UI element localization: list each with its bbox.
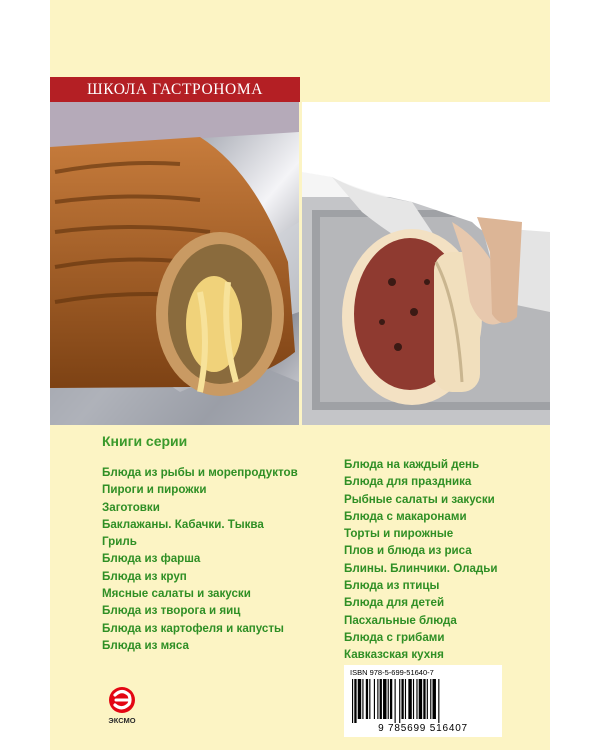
series-list-right (344, 456, 498, 664)
barcode-bars (352, 679, 494, 723)
barcode-bar (383, 679, 386, 719)
barcode-bar (377, 679, 378, 719)
barcode-bar (358, 679, 361, 719)
book-title: Блины. Блинчики. Оладьи (344, 561, 498, 575)
barcode-bar (430, 679, 431, 719)
book-title: Блюда с грибами (344, 630, 445, 644)
barcode-bar (390, 679, 392, 719)
barcode-bar (405, 679, 406, 719)
publisher-name: ЭКСМО (108, 716, 136, 725)
book-title: Баклажаны. Кабачки. Тыква (102, 517, 264, 531)
book-title: Рыбные салаты и закуски (344, 492, 495, 506)
publisher-logo (102, 686, 142, 730)
book-title: Блюда из творога и яиц (102, 604, 241, 618)
book-title: Блюда с макаронами (344, 509, 467, 523)
isbn-number: ISBN 978-5-699-51640-7 (350, 668, 434, 677)
book-title: Блюда из картофеля и капусты (102, 621, 284, 635)
ean-number: 9 785699 516407 (378, 723, 468, 734)
barcode-bar (352, 679, 353, 723)
book-title: Торты и пирожные (344, 527, 454, 541)
book-title: Блюда из мяса (102, 638, 189, 652)
book-title: Пасхальные блюда (344, 613, 457, 627)
book-title: Кавказская кухня (344, 648, 444, 662)
barcode-bar (413, 679, 414, 719)
book-title: Пироги и пирожки (102, 483, 207, 497)
barcode-bar (419, 679, 422, 719)
book-title: Блюда из круп (102, 569, 187, 583)
barcode-bar (380, 679, 382, 719)
book-title: Блюда для детей (344, 596, 445, 610)
barcode-bar (362, 679, 363, 719)
book-title: Мясные салаты и закуски (102, 587, 251, 601)
series-tag: ШКОЛА ГАСТРОНОМА (50, 77, 300, 102)
barcode-bar (354, 679, 356, 723)
barcode-bar (416, 679, 417, 719)
book-title: Блюда на каждый день (344, 458, 480, 471)
book-title: Блюда для праздника (344, 475, 472, 489)
barcode-bar (395, 679, 396, 723)
book-title: Блюда из фарша (102, 552, 201, 566)
barcode-bar (438, 679, 439, 723)
barcode-bar (423, 679, 425, 719)
series-list-left (102, 464, 298, 654)
book-title: Заготовки (102, 500, 160, 514)
barcode-bar (366, 679, 368, 719)
barcode-bar (433, 679, 436, 719)
book-title: Блюда из рыбы и морепродуктов (102, 466, 298, 479)
barcode-bar (369, 679, 370, 719)
barcode-bar (408, 679, 411, 719)
stuffed-bread-photo (50, 102, 299, 425)
eksmo-logo-icon (102, 686, 142, 716)
book-title: Гриль (102, 535, 137, 549)
rolling-dough-photo (302, 102, 550, 425)
book-title: Блюда из птицы (344, 579, 440, 593)
barcode-bar (399, 679, 400, 723)
book-title: Плов и блюда из риса (344, 544, 472, 558)
series-heading: Книги серии (102, 433, 188, 449)
barcode-bar (388, 679, 389, 719)
barcode-bar (401, 679, 403, 719)
barcode-panel (344, 665, 502, 737)
barcode-bar (374, 679, 375, 719)
barcode-bar (427, 679, 428, 719)
